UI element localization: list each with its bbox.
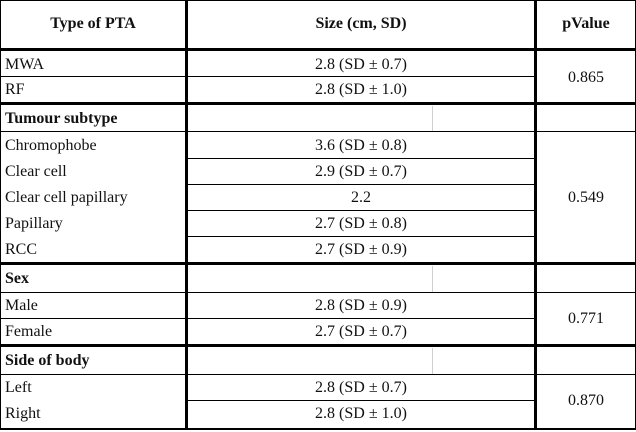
header-divider — [0, 48, 636, 51]
row-divider — [0, 292, 636, 293]
size-value: 2.2 — [351, 189, 371, 206]
table-border-bottom — [0, 428, 636, 430]
section-divider — [0, 262, 636, 265]
row-label: RF — [5, 81, 25, 98]
size-value: 2.8 (SD ± 0.7) — [315, 379, 407, 396]
section-label-sex: Sex — [5, 270, 29, 287]
row-divider — [186, 236, 536, 237]
row-label: Clear cell papillary — [5, 189, 128, 206]
size-value: 2.8 (SD ± 1.0) — [315, 81, 407, 98]
column-divider-1 — [185, 0, 188, 430]
size-value: 3.6 (SD ± 0.8) — [315, 137, 407, 154]
size-value: 2.8 (SD ± 1.0) — [315, 405, 407, 422]
row-label: Right — [5, 405, 41, 422]
row-divider — [0, 131, 636, 132]
faint-divider — [432, 348, 433, 374]
pvalue-sex: 0.771 — [568, 310, 604, 327]
header-pvalue: pValue — [562, 15, 610, 32]
section-divider — [0, 102, 636, 105]
section-divider — [0, 344, 636, 347]
size-value: 2.7 (SD ± 0.9) — [315, 241, 407, 258]
row-divider — [0, 318, 536, 319]
pvalue-pta: 0.865 — [568, 69, 604, 86]
size-value: 2.8 (SD ± 0.9) — [315, 297, 407, 314]
faint-divider — [432, 106, 433, 131]
header-size: Size (cm, SD) — [315, 15, 407, 32]
column-divider-2 — [534, 0, 537, 430]
pvalue-side-of-body: 0.870 — [568, 392, 604, 409]
faint-divider — [432, 266, 433, 292]
row-label: Male — [5, 297, 38, 314]
section-label-tumour-subtype: Tumour subtype — [5, 110, 118, 127]
pvalue-tumour-subtype: 0.549 — [568, 189, 604, 206]
row-label: Left — [5, 379, 32, 396]
row-label: MWA — [5, 56, 45, 73]
size-value: 2.9 (SD ± 0.7) — [315, 163, 407, 180]
table-border-top — [0, 0, 636, 1]
row-label: RCC — [5, 241, 38, 258]
row-label: Chromophobe — [5, 137, 97, 154]
row-divider — [0, 374, 636, 375]
row-divider — [186, 184, 536, 185]
row-divider — [186, 210, 536, 211]
header-type-of-pta: Type of PTA — [50, 15, 136, 32]
table-border-left — [0, 0, 1, 430]
row-label: Clear cell — [5, 163, 67, 180]
section-label-side-of-body: Side of body — [5, 352, 90, 369]
row-divider — [186, 158, 536, 159]
size-value: 2.7 (SD ± 0.7) — [315, 323, 407, 340]
row-divider — [186, 400, 536, 401]
row-label: Female — [5, 323, 53, 340]
row-divider — [0, 76, 536, 77]
row-label: Papillary — [5, 215, 63, 232]
size-value: 2.8 (SD ± 0.7) — [315, 56, 407, 73]
size-value: 2.7 (SD ± 0.8) — [315, 215, 407, 232]
